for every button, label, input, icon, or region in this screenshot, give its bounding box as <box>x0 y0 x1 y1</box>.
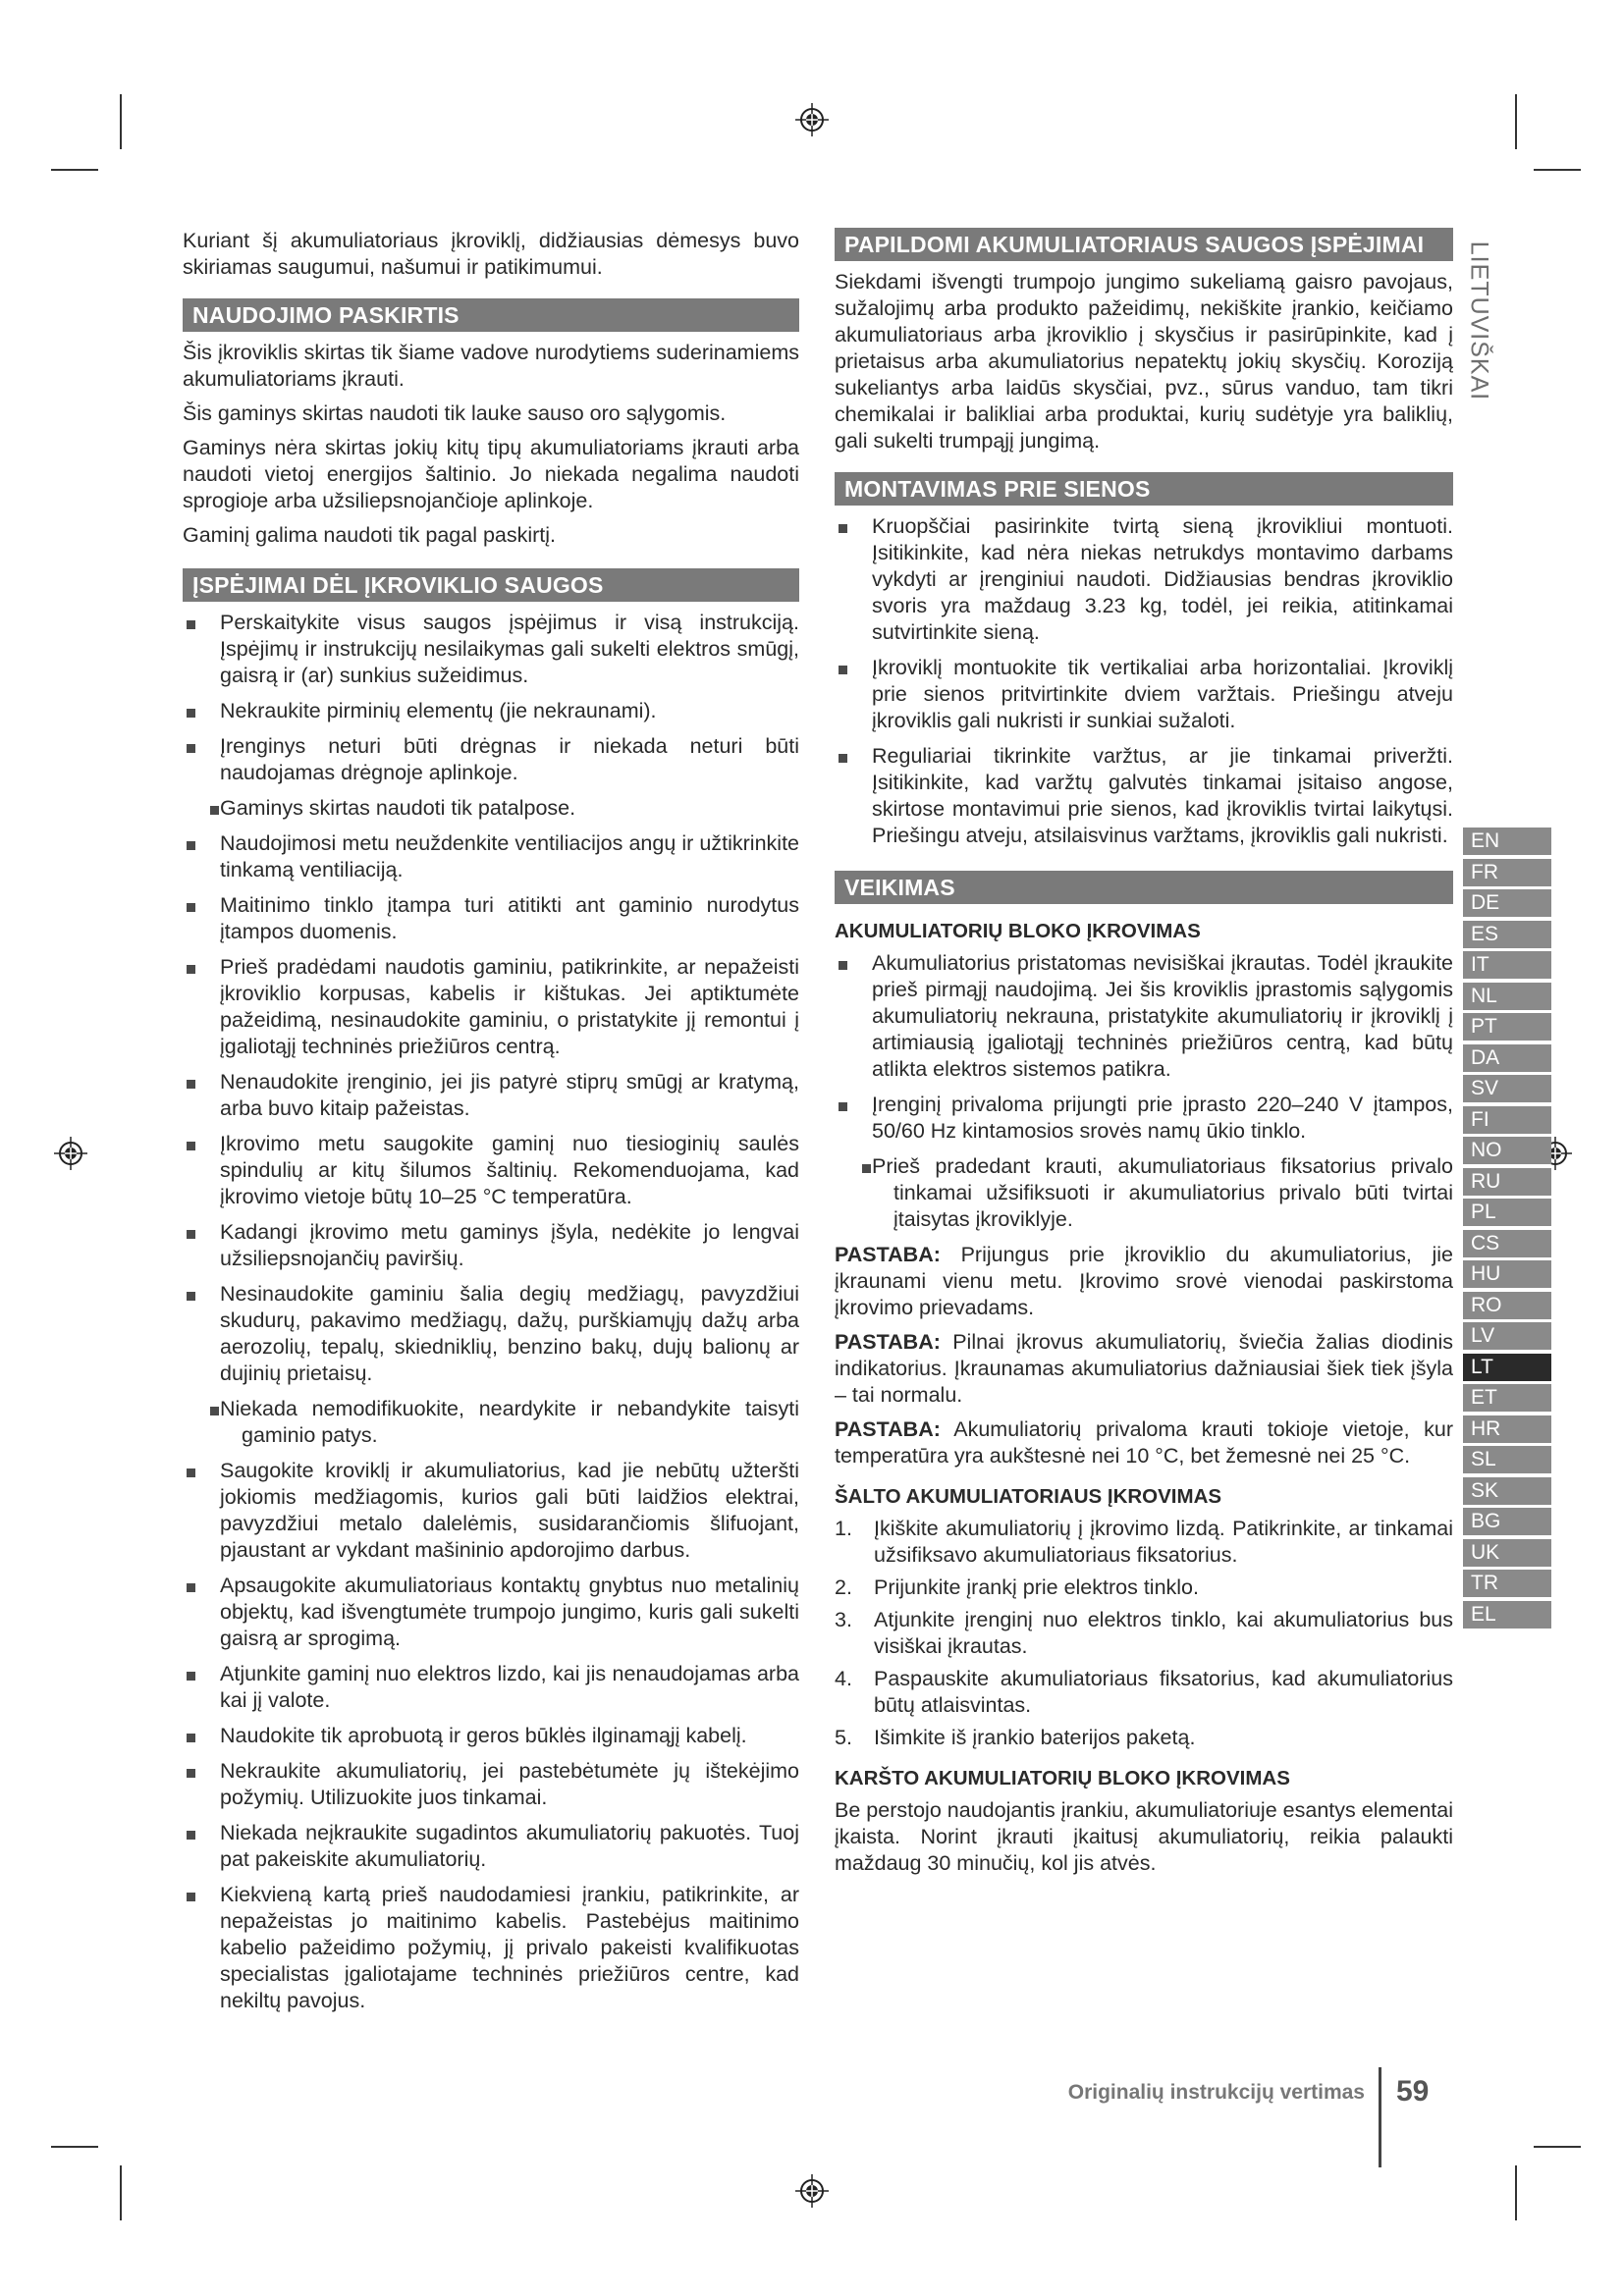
language-tab[interactable]: HU <box>1463 1260 1551 1288</box>
subheading-battery-charging: AKUMULIATORIŲ BLOKO ĮKROVIMAS <box>835 920 1201 942</box>
section-heading-charger-safety: ĮSPĖJIMAI DĖL ĮKROVIKLIO SAUGOS <box>183 568 799 602</box>
step-text: Paspauskite akumuliatoriaus fiksatorius, kad akumuliatorius būtų atlaisvintas. <box>874 1667 1453 1717</box>
note-text: Akumuliatorių privaloma krauti tokioje vietoje, kur temperatūra yra aukštesnė nei 10 °C, bet žemesnė nei 25 °C. <box>835 1417 1453 1468</box>
language-tab[interactable]: IT <box>1463 951 1551 979</box>
list-item: Kruopščiai pasirinkite tvirtą sieną įkrovikliui montuoti. Įsitikinkite, kad nėra niekas netrukdys montavimo darbams vykdyti ar įrenginiui naudoti. Didžiausias bendras įkroviklio svoris yra maždaug 3.23 kg, todėl, jei reikia, atitinkamai sutvirtinkite sieną. <box>835 513 1453 646</box>
section-heading-operation: VEIKIMAS <box>835 871 1453 904</box>
language-tab[interactable]: LV <box>1463 1322 1551 1350</box>
language-tab[interactable]: ET <box>1463 1384 1551 1412</box>
step-item <box>835 1575 1453 1601</box>
paragraph: Siekdami išvengti trumpojo jungimo sukeliamą gaisro pavojaus, sužalojimų arba produkto pažeidimų, nekiškite įrankio, keičiamo akumuliatoriaus arba įkroviklio į skysčius ir pasirūpinkite, kad į prietaisus arba akumuliatorius nepatektų jokių skysčių. Koroziją sukeliantys arba laidūs skysčiai, pvz., sūrus vanduo, tam tikri chemikalai ir balikliai arba produktai, kurių sudėtyje yra baliklių, gali sukelti trumpąjį jungimą. <box>835 270 1453 453</box>
list-item: Saugokite kroviklį ir akumuliatorius, kad jie nebūtų užteršti jokiomis medžiagomis, kurios gali būti laidžios elektrai, pavyzdžiui metalo dalelėmis, susidarančiomis šlifuojant, pjaustant ar vykdant mašininio apdorojimo darbus. <box>183 1458 799 1564</box>
language-tab[interactable]: PL <box>1463 1199 1551 1226</box>
crop-mark <box>120 2165 122 2220</box>
list-item: Naudojimosi metu neuždenkite ventiliacijos angų ir užtikrinkite tinkamą ventiliaciją. <box>183 830 799 883</box>
crop-mark <box>1534 2146 1581 2148</box>
subheading-cold-battery: ŠALTO AKUMULIATORIAUS ĮKROVIMAS <box>835 1485 1222 1508</box>
note-text: Pilnai įkrovus akumuliatorių, šviečia žalias diodinis indikatorius. Įkraunamas akumuliatorius dažniausiai šiek tiek įšyla – tai normalu. <box>835 1330 1453 1407</box>
safety-list <box>183 610 799 2014</box>
list-item <box>835 1153 1453 1233</box>
language-tab[interactable]: CS <box>1463 1230 1551 1257</box>
language-tab[interactable]: UK <box>1463 1539 1551 1567</box>
note <box>835 1329 1453 1409</box>
registration-target-icon <box>795 103 829 136</box>
note <box>835 1416 1453 1469</box>
steps-list <box>835 1516 1453 1751</box>
crop-mark <box>51 2146 98 2148</box>
language-tab[interactable]: NL <box>1463 983 1551 1010</box>
list-item: Kadangi įkrovimo metu gaminys įšyla, nedėkite jo lengvai užsiliepsnojančių paviršių. <box>183 1219 799 1272</box>
note-label: PASTABA: <box>835 1417 941 1441</box>
crop-mark <box>1515 2165 1517 2220</box>
step-number: 5. <box>835 1726 852 1749</box>
subheading-hot-battery: KARŠTO AKUMULIATORIŲ BLOKO ĮKROVIMAS <box>835 1767 1290 1789</box>
crop-mark <box>120 94 122 149</box>
list-item: Prieš pradėdami naudotis gaminiu, patikrinkite, ar nepažeisti įkroviklio korpusas, kabelis ir kištukas. Jei aptiktumėte pažeidimą, nesinaudokite gaminiu, o pristatykite jį remontui į įgaliotąjį techninės priežiūros centrą. <box>183 954 799 1060</box>
step-number: 3. <box>835 1608 852 1631</box>
step-text: Įkiškite akumuliatorių į įkrovimo lizdą. Patikrinkite, ar tinkamai užsifiksavo akumuliatoriaus fiksatorius. <box>874 1517 1453 1567</box>
crop-mark <box>1534 169 1581 171</box>
list-item-text: Prieš pradedant krauti, akumuliatoriaus fiksatorius privalo tinkamai užsifiksuoti ir akumuliatorius privalo būti tvirtai įtaisytas įkroviklyje. <box>872 1154 1453 1231</box>
paragraph: Gaminys nėra skirtas jokių kitų tipų akumuliatoriams įkrauti arba naudoti vietoj energijos šaltinio. Jo niekada negalima naudoti sprogioje arba užsiliepsnojančioje aplinkoje. <box>183 436 799 512</box>
list-item: Reguliariai tikrinkite varžtus, ar jie tinkamai priveržti. Įsitikinkite, kad varžtų galvutės tinkamai įsitaiso angose, skirtose montavimui prie sienos, kad įkroviklis tvirtai laikytųsi. Priešingu atveju, atsilaisvinus varžtams, įkroviklis gali nukristi. <box>835 743 1453 849</box>
step-item <box>835 1516 1453 1569</box>
note-label: PASTABA: <box>835 1330 941 1354</box>
list-item: Nekraukite pirminių elementų (jie nekraunami). <box>183 698 799 724</box>
language-tab[interactable]: LT <box>1463 1354 1551 1381</box>
list-item <box>183 1396 799 1449</box>
left-column <box>183 228 799 2023</box>
crop-mark <box>1515 94 1517 149</box>
step-item <box>835 1725 1453 1751</box>
list-item: Akumuliatorius pristatomas nevisiškai įkrautas. Todėl įkraukite prieš pirmąjį naudojimą. Jei šis kroviklis įprastomis sąlygomis akumuliatorių nekrauna, pristatykite akumuliatorių ir įkroviklį į artimiausią įgaliotąjį techninės priežiūros centrą, kad būtų atlikta elektros sistemos patikra. <box>835 950 1453 1083</box>
page-number-divider <box>1379 2067 1381 2167</box>
list-item: Kiekvieną kartą prieš naudodamiesi įrankiu, patikrinkite, ar nepažeistas jo maitinimo kabelis. Pastebėjus maitinimo kabelio pažeidimo požymių, jį privalo pakeisti kvalifikuotas specialistas įgaliotajame techninės priežiūros centre, kad nekiltų pavojus. <box>183 1882 799 2014</box>
note-text: Prijungus prie įkroviklio du akumuliatorius, jie įkraunami vienu metu. Įkrovimo srovė vienodai paskirstoma įkrovimo prievadams. <box>835 1243 1453 1319</box>
language-tabs <box>1463 828 1551 1631</box>
step-text: Išimkite iš įrankio baterijos paketą. <box>874 1726 1196 1749</box>
step-item <box>835 1607 1453 1660</box>
step-text: Atjunkite įrenginį nuo elektros tinklo, kai akumuliatorius bus visiškai įkrautas. <box>874 1608 1453 1658</box>
language-tab[interactable]: ES <box>1463 921 1551 948</box>
language-tab[interactable]: PT <box>1463 1013 1551 1041</box>
step-text: Prijunkite įrankį prie elektros tinklo. <box>874 1575 1199 1599</box>
intro-paragraph: Kuriant šį akumuliatoriaus įkroviklį, didžiausias dėmesys buvo skiriamas saugumui, našumui ir patikimumui. <box>183 229 799 279</box>
language-tab[interactable]: FI <box>1463 1106 1551 1134</box>
list-item: Nenaudokite įrenginio, jei jis patyrė stiprų smūgį ar kratymą, arba buvo kitaip pažeistas. <box>183 1069 799 1122</box>
language-tab[interactable]: HR <box>1463 1415 1551 1443</box>
language-tab[interactable]: FR <box>1463 859 1551 886</box>
list-item: Atjunkite gaminį nuo elektros lizdo, kai jis nenaudojamas arba kai jį valote. <box>183 1661 799 1714</box>
paragraph: Be perstojo naudojantis įrankiu, akumuliatoriuje esantys elementai įkaista. Norint įkrauti įkaitusį akumuliatorių, reikia palaukti maždaug 30 minučių, kol jis atvės. <box>835 1798 1453 1875</box>
language-tab[interactable]: SV <box>1463 1075 1551 1102</box>
crop-mark <box>51 169 98 171</box>
list-item: Naudokite tik aprobuotą ir geros būklės ilginamąjį kabelį. <box>183 1723 799 1749</box>
list-item: Apsaugokite akumuliatoriaus kontaktų gnybtus nuo metalinių objektų, kad išvengtumėte trumpojo jungimo, kuris gali sukelti gaisrą ar sprogimą. <box>183 1573 799 1652</box>
language-tab[interactable]: SL <box>1463 1446 1551 1473</box>
language-tab[interactable]: EL <box>1463 1601 1551 1629</box>
step-item <box>835 1666 1453 1719</box>
language-tab[interactable]: TR <box>1463 1570 1551 1597</box>
mounting-list <box>835 513 1453 849</box>
vertical-language-label <box>1463 228 1494 414</box>
list-item: Įkroviklį montuokite tik vertikaliai arba horizontaliai. Įkroviklį prie sienos pritvirtinkite dviem varžtais. Priešingu atveju įkroviklis gali nukristi ir sunkiai sužaloti. <box>835 655 1453 734</box>
section-heading-wall-mounting: MONTAVIMAS PRIE SIENOS <box>835 472 1453 506</box>
list-item: Niekada neįkraukite sugadintos akumuliatorių pakuotės. Tuoj pat pakeiskite akumuliatorių. <box>183 1820 799 1873</box>
note <box>835 1242 1453 1321</box>
list-item <box>183 795 799 822</box>
list-item: Nekraukite akumuliatorių, jei pastebėtumėte jų ištekėjimo požymių. Utilizuokite juos tinkamai. <box>183 1758 799 1811</box>
list-item-text: Niekada nemodifikuokite, neardykite ir nebandykite taisyti gaminio patys. <box>220 1397 799 1447</box>
list-item: Maitinimo tinklo įtampa turi atitikti ant gaminio nurodytus įtampos duomenis. <box>183 892 799 945</box>
step-number: 2. <box>835 1575 852 1599</box>
vertical-language-text: LIETUVIŠKAI <box>1465 240 1493 401</box>
section-heading-intended-use: NAUDOJIMO PASKIRTIS <box>183 298 799 332</box>
note-label: PASTABA: <box>835 1243 941 1266</box>
paragraph: Šis įkroviklis skirtas tik šiame vadove nurodytiems suderinamiems akumuliatoriams įkrauti. <box>183 341 799 391</box>
language-tab[interactable]: DA <box>1463 1044 1551 1072</box>
page-number: 59 <box>1396 2075 1430 2108</box>
list-item: Įrenginys neturi būti drėgnas ir niekada neturi būti naudojamas drėgnoje aplinkoje. <box>183 733 799 786</box>
step-number: 4. <box>835 1667 852 1690</box>
language-tab[interactable]: DE <box>1463 889 1551 917</box>
list-item: Nesinaudokite gaminiu šalia degių medžiagų, pavyzdžiui skudurų, pakavimo medžiagų, dažų, purškiamųjų dažų arba aerozolių, tepalų, skiedniklių, benzino bakų, dujų balionų ar dujinių prietaisų. <box>183 1281 799 1387</box>
registration-target-icon <box>795 2174 829 2208</box>
footer-text: Originalių instrukcijų vertimas <box>1067 2081 1365 2104</box>
paragraph: Šis gaminys skirtas naudoti tik lauke sauso oro sąlygomis. <box>183 401 727 425</box>
list-item: Perskaitykite visus saugos įspėjimus ir visą instrukciją. Įspėjimų ir instrukcijų nesilaikymas gali sukelti elektros smūgį, gaisrą ir (ar) sunkius sužeidimus. <box>183 610 799 689</box>
paragraph: Gaminį galima naudoti tik pagal paskirtį. <box>183 523 557 547</box>
list-item-text: Gaminys skirtas naudoti tik patalpose. <box>220 796 576 820</box>
registration-target-icon <box>54 1137 87 1170</box>
language-tab[interactable]: BG <box>1463 1508 1551 1535</box>
language-tab[interactable]: NO <box>1463 1137 1551 1164</box>
step-number: 1. <box>835 1517 852 1540</box>
language-tab[interactable]: SK <box>1463 1477 1551 1505</box>
list-item: Įkrovimo metu saugokite gaminį nuo tiesioginių saulės spindulių ar kitų šilumos šaltinių. Rekomenduojama, kad įkrovimo vietoje būtų 10–25 °C temperatūra. <box>183 1131 799 1210</box>
right-column <box>835 228 1453 1885</box>
language-tab[interactable]: RO <box>1463 1292 1551 1319</box>
language-tab[interactable]: RU <box>1463 1168 1551 1196</box>
section-heading-battery-safety: PAPILDOMI AKUMULIATORIAUS SAUGOS ĮSPĖJIMAI <box>835 228 1453 261</box>
language-tab[interactable]: EN <box>1463 828 1551 855</box>
charging-list <box>835 950 1453 1233</box>
list-item: Įrenginį privaloma prijungti prie įprasto 220–240 V įtampos, 50/60 Hz kintamosios srovės namų ūkio tinklo. <box>835 1092 1453 1145</box>
